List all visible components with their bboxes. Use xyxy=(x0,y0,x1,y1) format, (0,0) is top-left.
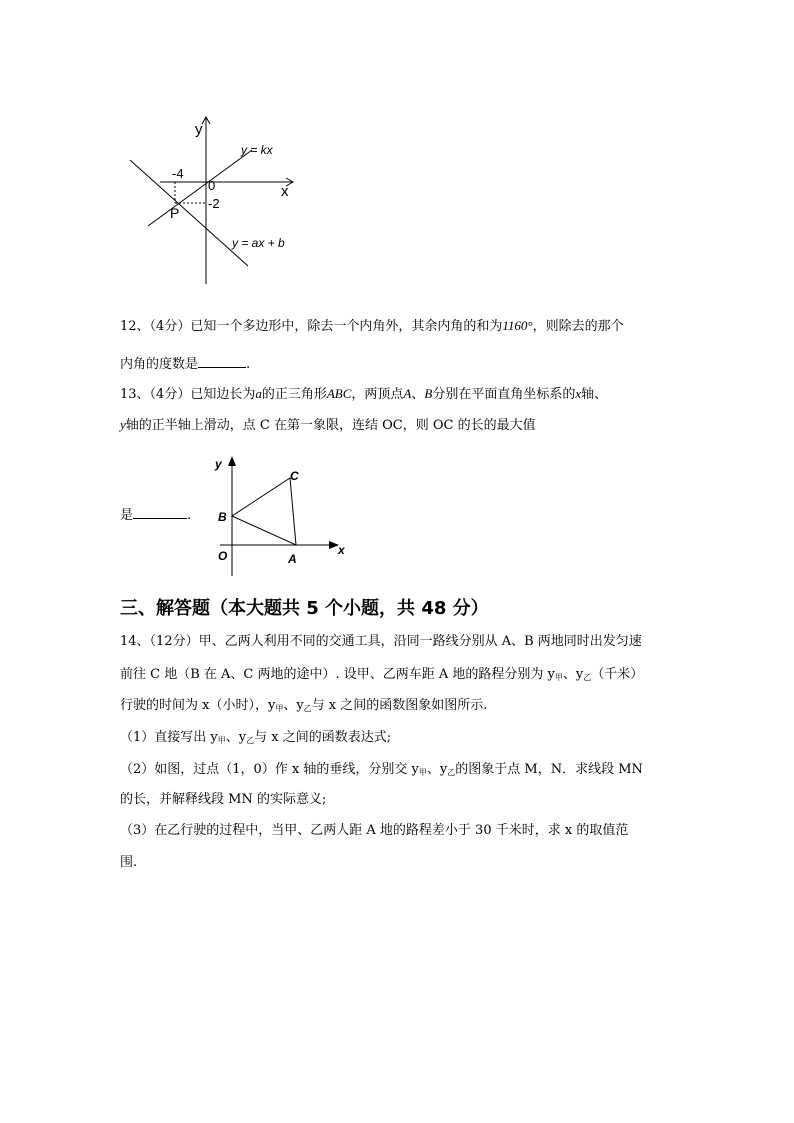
section-3-title: 三、解答题（本大题共 5 个小题，共 48 分） xyxy=(120,598,489,619)
q13-t7: 是 xyxy=(120,508,134,523)
fig1-line-axb xyxy=(130,160,248,266)
q14-s1-text-b: 与 x 之间的函数表达式; xyxy=(254,730,392,745)
q14-s1-text-a: （1）直接写出 y xyxy=(120,730,218,745)
fig2-y-label: y xyxy=(215,457,222,471)
q14-s2-text-b: 的图象于点 M，N．求线段 MN xyxy=(455,762,643,777)
q12-angle: 1160° xyxy=(502,318,533,333)
q14-s2-sub-yi: 乙 xyxy=(447,768,456,777)
q14-sub3-cont: 围. xyxy=(120,855,138,870)
figure-linear-functions xyxy=(120,112,310,287)
q14-l2-comma: 、y xyxy=(562,667,584,682)
fig2-x-label: x xyxy=(338,543,345,557)
q14-sub3: （3）在乙行驶的过程中，当甲、乙两人距 A 地的路程差小于 30 千米时，求 x 的取值范 xyxy=(120,823,629,838)
q14-l2-text: 前往 C 地（B 在 A、C 两地的途中）. 设甲、乙两车距 A 地的路程分别为 y xyxy=(120,667,555,682)
fig1-line-axb-label: y = ax + b xyxy=(232,236,285,250)
q13-x: x xyxy=(575,386,582,401)
q13-t1: 13、（4分）已知边长为 xyxy=(120,387,256,402)
figure-triangle-abc xyxy=(210,452,350,578)
fig2-a-label: A xyxy=(288,552,297,566)
q13-sep: 、 xyxy=(411,387,425,402)
q14-l3-sub-yi: 乙 xyxy=(303,704,312,713)
q14-s2-text-a: （2）如图，过点（1，0）作 x 轴的垂线，分别交 y xyxy=(120,762,419,777)
q13-line2 xyxy=(120,418,536,432)
q13-t4: 分别在平面直角坐标系的 xyxy=(432,387,576,402)
q13-t3: ，两顶点 xyxy=(351,387,404,402)
q14-l2-sub-yi: 乙 xyxy=(583,673,592,682)
q14-line1: 14、（12分）甲、乙两人利用不同的交通工具，沿同一路线分别从 A、B 两地同时出发匀速 xyxy=(120,634,642,649)
fig1-point-p: P xyxy=(170,205,180,221)
q14-sub2-cont: 的长，并解释线段 MN 的实际意义; xyxy=(120,792,327,807)
fig1-origin-label: 0 xyxy=(208,178,216,193)
q14-line3 xyxy=(120,699,487,713)
q14-l3-text-a: 行驶的时间为 x（小时），y xyxy=(120,698,276,713)
q13-B: B xyxy=(424,386,433,401)
q13-A: A xyxy=(403,386,412,401)
q13-line1 xyxy=(120,387,607,401)
q14-l2-end: （千米） xyxy=(591,667,644,682)
fig1-x-tick: -4 xyxy=(172,166,184,181)
fig1-x-label: x xyxy=(281,183,289,200)
q12-answer-blank[interactable] xyxy=(198,355,246,368)
q14-s1-comma: 、y xyxy=(225,730,247,745)
fig1-y-label: y xyxy=(195,121,203,138)
fig1-line-kx xyxy=(148,150,252,226)
q13-a: a xyxy=(255,386,262,401)
q14-sub2 xyxy=(120,763,643,777)
q13-y: y xyxy=(120,417,126,432)
fig2-o-label: O xyxy=(218,549,228,563)
q13-line3 xyxy=(120,506,191,522)
fig2-c-label: C xyxy=(290,469,299,483)
q14-l2-sub-jia: 甲 xyxy=(554,673,563,682)
q12-text-b: ，则除去的那个 xyxy=(532,319,624,334)
q13-t5: 轴、 xyxy=(581,387,608,402)
q12-line2 xyxy=(120,355,250,371)
fig1-y-tick: -2 xyxy=(208,196,220,211)
fig2-b-label: B xyxy=(218,510,227,524)
q14-s1-sub-jia: 甲 xyxy=(217,736,226,745)
q14-l3-sub-jia: 甲 xyxy=(275,704,284,713)
q12-text-a: 12、（4分）已知一个多边形中，除去一个内角外，其余内角的和为 xyxy=(120,319,503,334)
q14-sub1 xyxy=(120,731,391,745)
q14-s2-sub-jia: 甲 xyxy=(418,768,427,777)
q13-t2: 的正三角形 xyxy=(261,387,327,402)
fig1-line-kx-label: y = kx xyxy=(241,143,273,157)
q12-end: . xyxy=(246,357,251,372)
q12-text-c: 内角的度数是 xyxy=(120,357,199,372)
q14-s1-sub-yi: 乙 xyxy=(246,736,255,745)
q14-l3-text-b: 与 x 之间的函数图象如图所示. xyxy=(311,698,488,713)
q14-line2 xyxy=(120,668,643,682)
q14-l3-comma: 、y xyxy=(283,698,304,713)
q12-line1 xyxy=(120,319,624,333)
q13-t6: 轴的正半轴上滑动，点 C 在第一象限，连结 OC，则 OC 的长的最大值 xyxy=(125,418,536,433)
fig2-y-arrow xyxy=(228,456,236,466)
fig2-triangle xyxy=(232,478,296,545)
q14-s2-comma: 、y xyxy=(426,762,448,777)
q13-abc: ABC xyxy=(326,386,352,401)
q13-end: . xyxy=(187,508,192,523)
q13-answer-blank[interactable] xyxy=(133,506,187,519)
